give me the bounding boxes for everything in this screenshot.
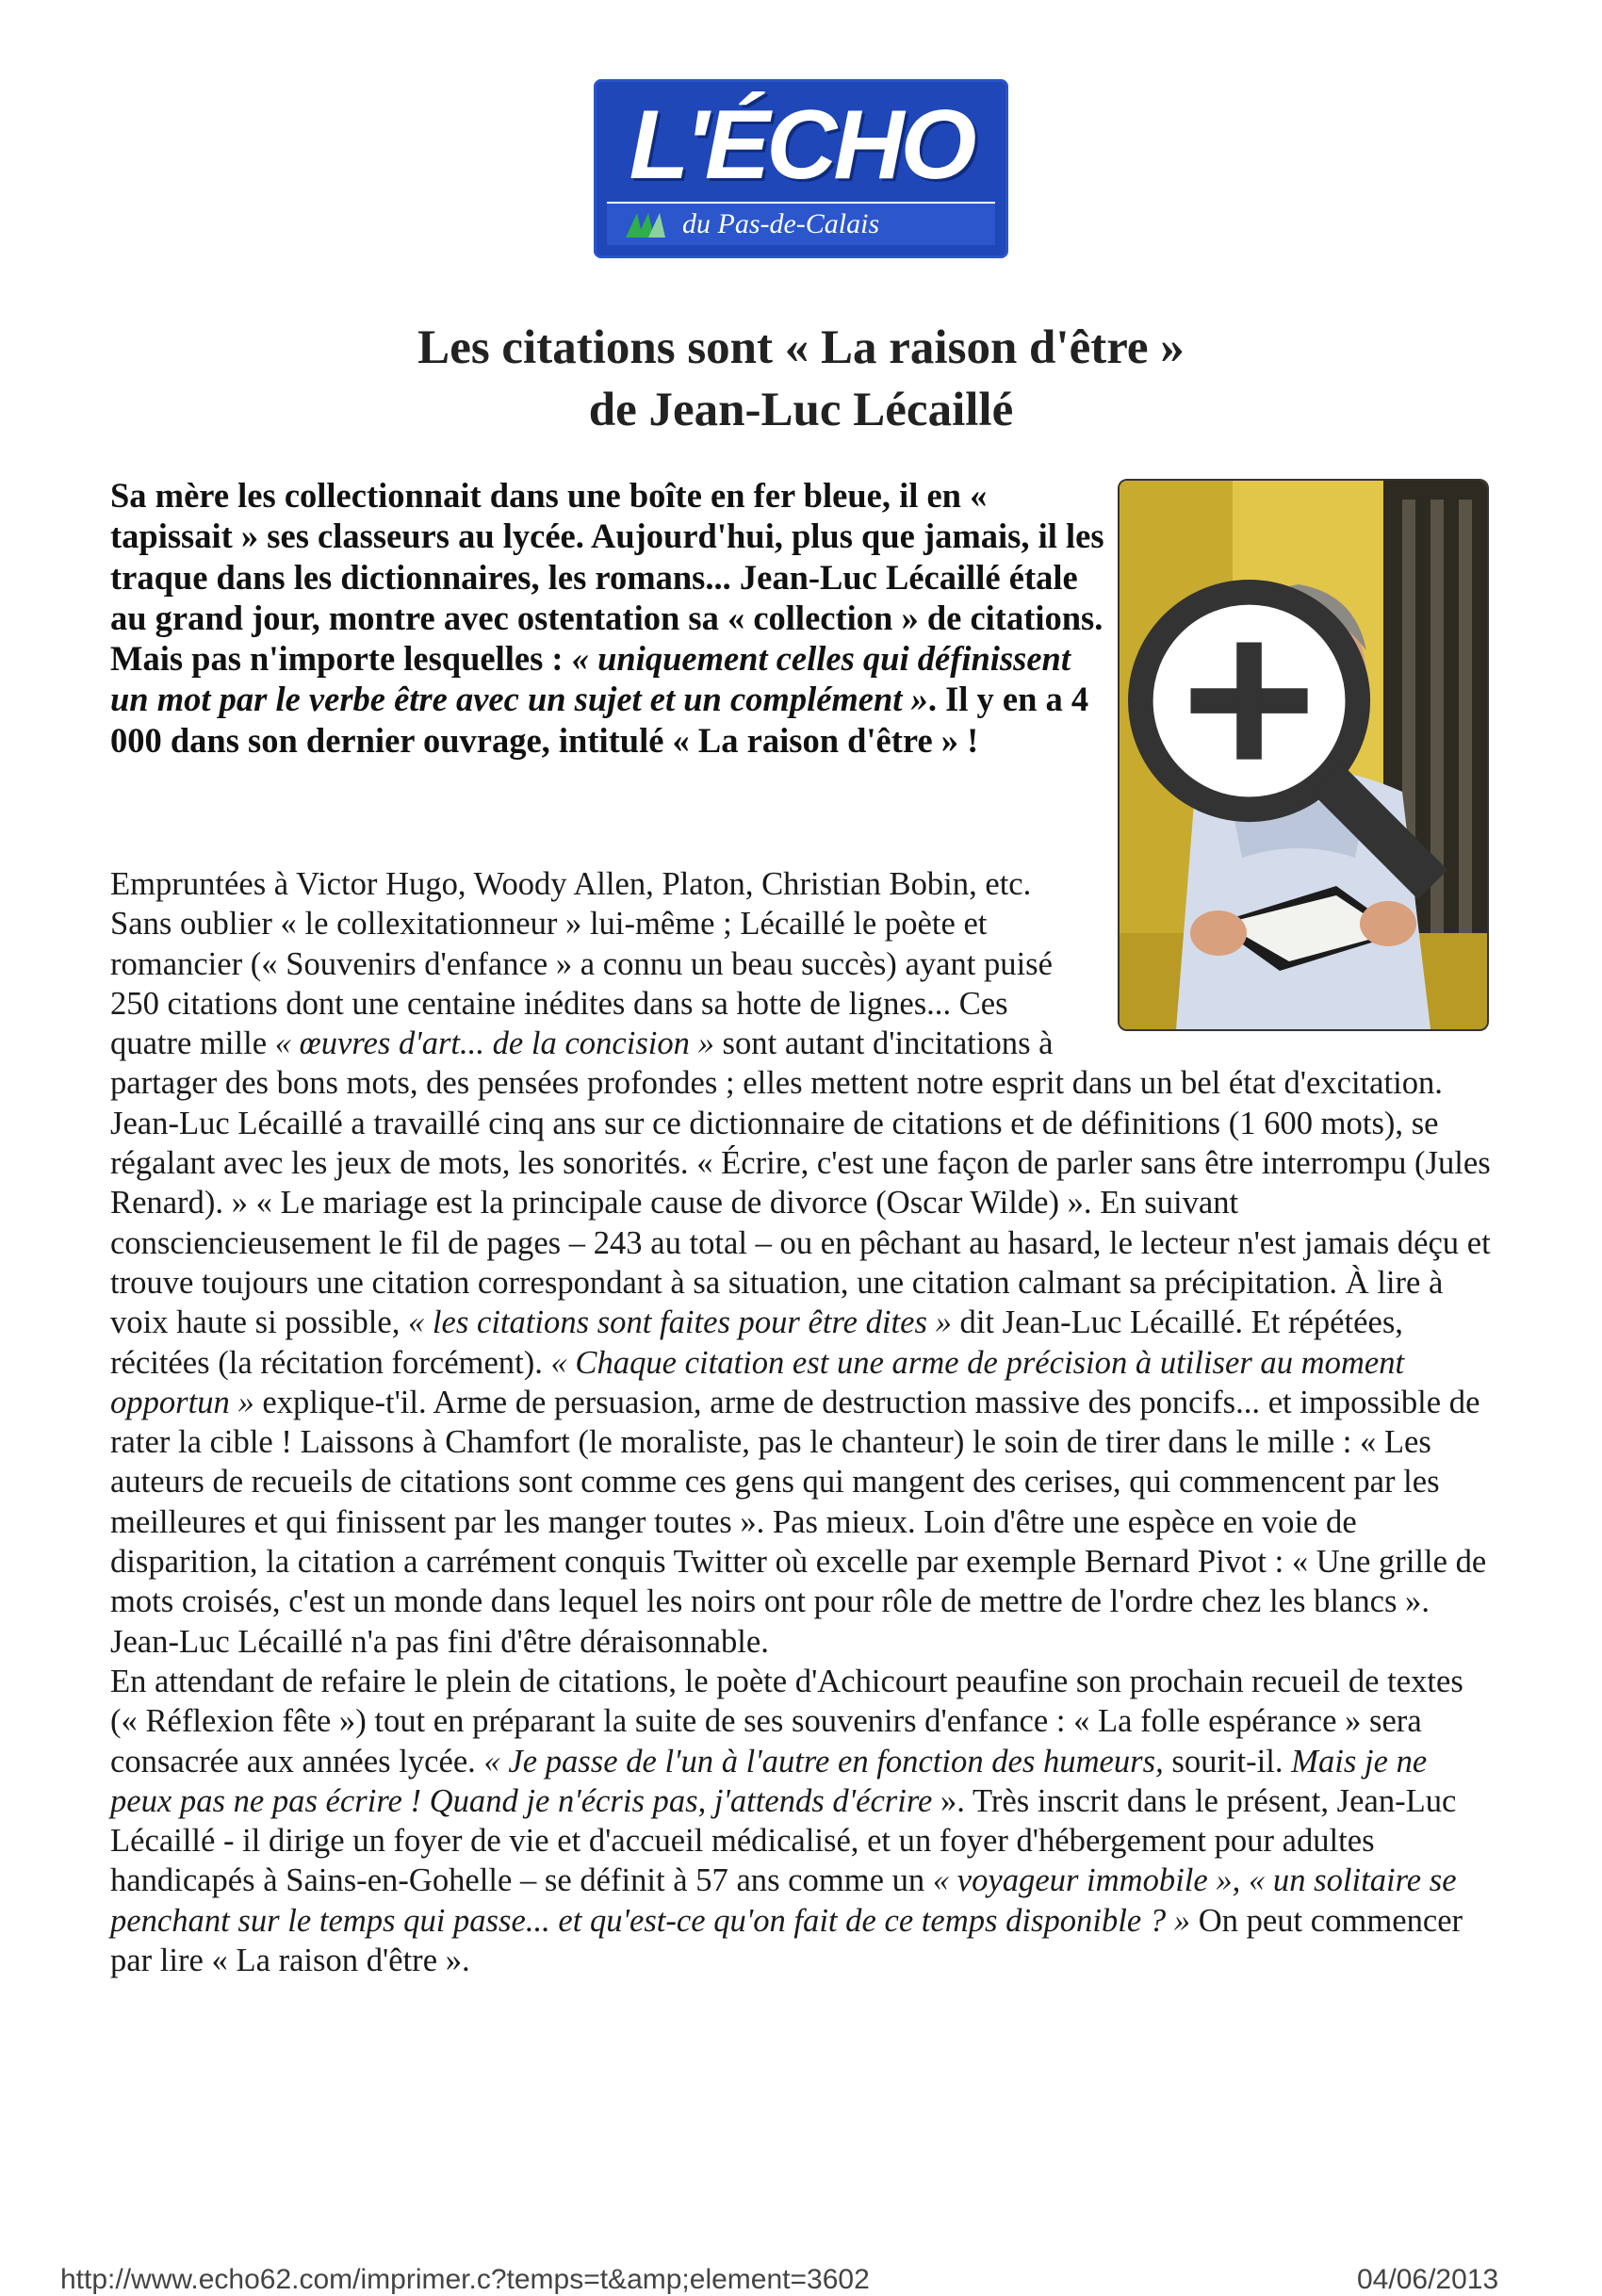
p2-text-d: On peut commencer par lire « La raison d'être ». [110, 1902, 1463, 1979]
print-footer [0, 2264, 1602, 2295]
footer-date: 04/06/2013 [1357, 2264, 1499, 2295]
p2-text-b: sourit-il. [1163, 1743, 1292, 1779]
p1-text-c: dit Jean-Luc Lécaillé. Et répétées, récitées (la récitation forcément). [110, 1304, 1403, 1381]
article-headline [170, 317, 1432, 441]
p1-italic-2: « les citations sont faites pour être dites » [407, 1304, 952, 1341]
p2-italic-3: « voyageur immobile », « un solitaire se penchant sur le temps qui passe... et qu'est-ce qu'on fait de ce temps disponible ? » [110, 1862, 1457, 1939]
headline-line-1: Les citations sont « La raison d'être » [417, 321, 1185, 374]
p1-italic-1: « œuvres d'art... de la concision » [274, 1025, 714, 1062]
p2-italic-1: « Je passe de l'un à l'autre en fonction des humeurs, [483, 1743, 1164, 1779]
photo-wrap-spacer [1094, 864, 1494, 1036]
p2-italic-2: Mais je ne peux pas ne pas écrire ! Quand je n'écris pas, j'attends d'écrire [110, 1743, 1428, 1819]
p1-text-b: sont autant d'incitations à partager des bons mots, des pensées profondes ; elles mettent notre esprit dans un bel état d'excitation. Jean-Luc Lécaillé a travaillé cinq ans sur ce dictionnaire de citations et de définitions (1 600 mots), se régalant avec les jeux de mots, les sonorités. « Écrire, c'est une façon de parler sans être interrompu (Jules Renard). » « Le mariage est la principale cause de divorce (Oscar Wilde) ». En suivant consciencieusement le fil de pages – 243 au total – ou en pêchant au hasard, le lecteur n'est jamais déçu et trouve toujours une citation correspondant à sa situation, une citation calmant sa précipitation. À lire à voix haute si possible, [110, 1025, 1491, 1341]
logo-wordmark: L'ÉCHO [629, 90, 973, 200]
footer-url: http://www.echo62.com/imprimer.c?temps=t&amp;element=3602 [60, 2264, 870, 2295]
headline-line-2: de Jean-Luc Lécaillé [588, 384, 1014, 436]
body-paragraph-2 [110, 1662, 1494, 1980]
logo-band [607, 202, 995, 245]
lead-paragraph [110, 475, 1109, 761]
p1-italic-3: « Chaque citation est une arme de précision à utiliser au moment opportun » [110, 1344, 1405, 1420]
masthead-logo [594, 79, 1008, 258]
logo-mark-icon [624, 209, 667, 239]
logo-subtitle: du Pas-de-Calais [682, 208, 880, 239]
lead-part-1: Sa mère les collectionnait dans une boîte en fer bleue, il en « tapissait » ses classeurs au lycée. Aujourd'hui, plus que jamais, il les traque dans les dictionnaires, les romans... Jean-Luc Lécaillé étale au grand jour, montre avec ostentation sa « collection » de citations. Mais pas n'importe lesquelles : [110, 476, 1104, 679]
p2-text-a: En attendant de refaire le plein de citations, le poète d'Achicourt peaufine son prochain recueil de textes (« Réflexion fête ») tout en préparant la suite de ses souvenirs d'enfance : « La folle espérance » sera consacrée aux années lycée. [110, 1663, 1463, 1779]
lead-part-2: . Il y en a 4 000 dans son dernier ouvrage, intitulé « La raison d'être » ! [110, 680, 1089, 760]
p2-text-c: ». Très inscrit dans le présent, Jean-Luc Lécaillé - il dirige un foyer de vie et d'accueil médicalisé, et un foyer d'hébergement pour adultes handicapés à Sains-en-Gohelle – se définit à 57 ans comme un [110, 1782, 1457, 1899]
p1-text-d: explique-t'il. Arme de persuasion, arme de destruction massive des poncifs... et impossible de rater la cible ! Laissons à Chamfort (le moraliste, pas le chanteur) le soin de tirer dans le mille : « Les auteurs de recueils de citations sont comme ces gens qui mangent des cerises, qui commencent par les meilleures et qui finissent par les manger toutes ». Pas mieux. Loin d'être une espèce en voie de disparition, la citation a carrément conquis Twitter où excelle par exemple Bernard Pivot : « Une grille de mots croisés, c'est un monde dans lequel les noirs ont pour rôle de mettre de l'ordre chez les blancs ». Jean-Luc Lécaillé n'a pas fini d'être déraisonnable. [110, 1384, 1487, 1660]
lead-quote: « uniquement celles qui définissent un mot par le verbe être avec un sujet et un complément » [110, 639, 1071, 719]
article-body [110, 864, 1494, 1980]
p1-text-a: Empruntées à Victor Hugo, Woody Allen, Platon, Christian Bobin, etc. Sans oublier « le collexitationneur » lui-même ; Lécaillé le poète et romancier (« Souvenirs d'enfance » a connu un beau succès) ayant puisé 250 citations dont une centaine inédites dans sa hotte de lignes... Ces quatre mille [110, 866, 1053, 1062]
